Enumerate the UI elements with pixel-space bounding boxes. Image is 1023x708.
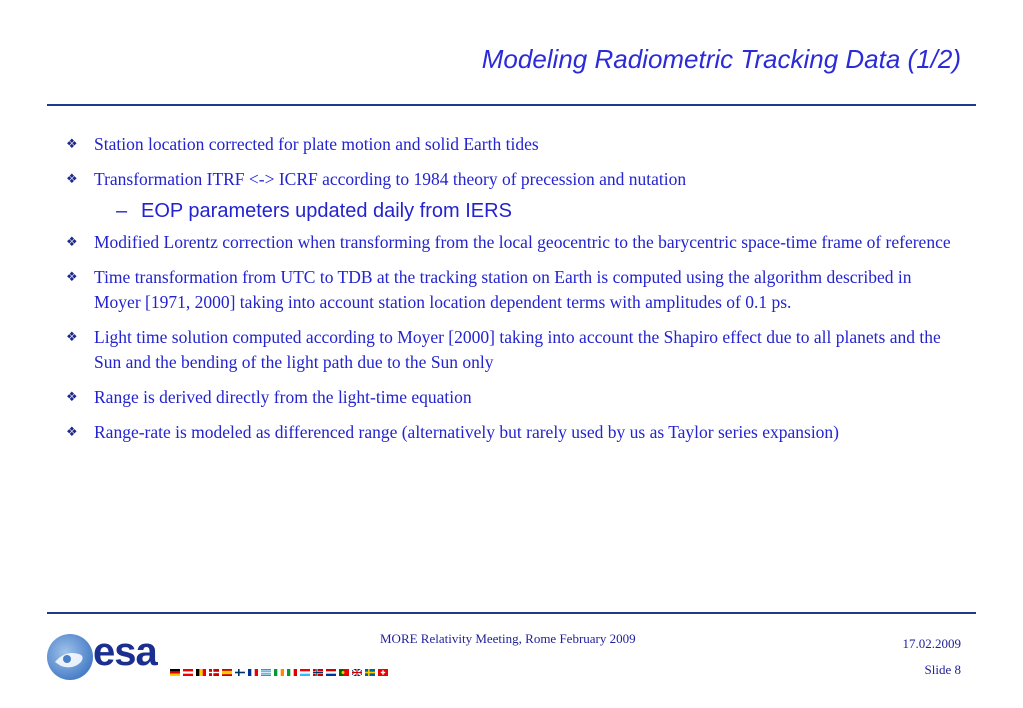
bullet-item xyxy=(66,265,951,315)
bullet-diamond-icon: ❖ xyxy=(66,172,78,187)
bullet-diamond-icon: ❖ xyxy=(66,330,78,345)
flag-denmark-icon xyxy=(209,669,219,676)
bullet-item xyxy=(66,385,951,410)
sub-bullet-item xyxy=(66,198,951,224)
bullet-item xyxy=(66,167,951,192)
footer-divider xyxy=(47,612,976,614)
flag-germany-icon xyxy=(170,669,180,676)
flag-ireland-icon xyxy=(274,669,284,676)
bullet-text: Range is derived directly from the light-time equation xyxy=(94,387,472,407)
esa-logo-text: esa xyxy=(93,630,157,674)
flag-portugal-icon xyxy=(339,669,349,676)
bullet-text: Light time solution computed according to Moyer [2000] taking into account the Shapiro effect due to all planets and the Sun and the bending of the light path due to the Sun only xyxy=(94,327,941,372)
flag-finland-icon xyxy=(235,669,245,676)
member-flags xyxy=(170,669,388,676)
esa-logo xyxy=(45,628,425,686)
globe-icon xyxy=(45,632,95,682)
flag-uk-icon xyxy=(352,669,362,676)
bullet-diamond-icon: ❖ xyxy=(66,270,78,285)
footer-info xyxy=(903,631,962,683)
slide-title: Modeling Radiometric Tracking Data (1/2) xyxy=(481,44,961,74)
flag-luxembourg-icon xyxy=(300,669,310,676)
bullet-item xyxy=(66,420,951,445)
meeting-caption: MORE Relativity Meeting, Rome February 2009 xyxy=(380,631,636,646)
bullet-text: Time transformation from UTC to TDB at the tracking station on Earth is computed using the algorithm described in Moyer [1971, 2000] taking into account station location dependent terms with amplitudes of 0.1 ps. xyxy=(94,267,912,312)
flag-sweden-icon xyxy=(365,669,375,676)
bullet-diamond-icon: ❖ xyxy=(66,425,78,440)
flag-belgium-icon xyxy=(196,669,206,676)
bullet-item xyxy=(66,325,951,375)
bullet-item xyxy=(66,230,951,255)
sub-bullet-text: EOP parameters updated daily from IERS xyxy=(141,200,512,222)
flag-austria-icon xyxy=(183,669,193,676)
header-divider xyxy=(47,104,976,106)
bullet-diamond-icon: ❖ xyxy=(66,235,78,250)
bullet-text: Range-rate is modeled as differenced range (alternatively but rarely used by us as Taylor series expansion) xyxy=(94,422,840,442)
flag-france-icon xyxy=(248,669,258,676)
flag-norway-icon xyxy=(313,669,323,676)
flag-italy-icon xyxy=(287,669,297,676)
bullet-text: Transformation ITRF <-> ICRF according to 1984 theory of precession and nutation xyxy=(94,169,687,189)
flag-spain-icon xyxy=(222,669,232,676)
bullet-text: Modified Lorentz correction when transforming from the local geocentric to the barycentric space-time frame of reference xyxy=(94,232,951,252)
flag-netherlands-icon xyxy=(326,669,336,676)
flag-switzerland-icon xyxy=(378,669,388,676)
slide-content xyxy=(66,132,951,455)
bullet-diamond-icon: ❖ xyxy=(66,137,78,152)
bullet-diamond-icon: ❖ xyxy=(66,390,78,405)
flag-greece-icon xyxy=(261,669,271,676)
bullet-text: Station location corrected for plate motion and solid Earth tides xyxy=(94,134,539,154)
bullet-item xyxy=(66,132,951,157)
slide-number: Slide 8 xyxy=(924,662,961,677)
dash-marker: – xyxy=(116,200,128,222)
footer-date: 17.02.2009 xyxy=(902,636,961,651)
